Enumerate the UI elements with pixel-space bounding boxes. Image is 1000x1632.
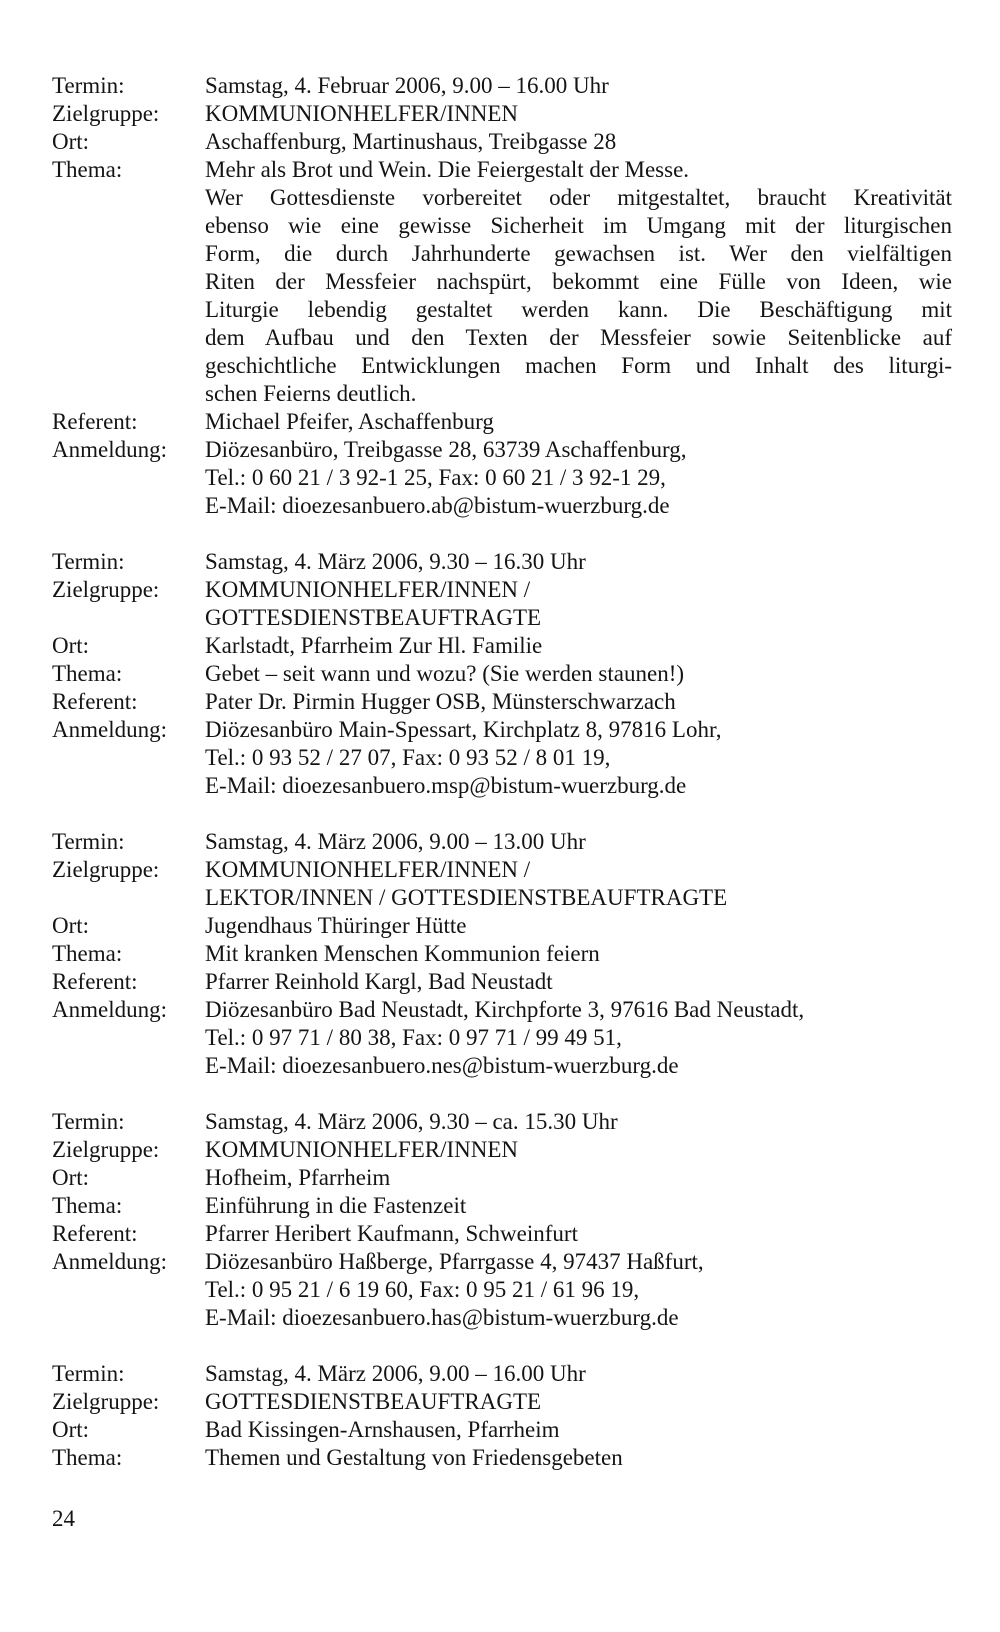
termin-value (205, 548, 952, 576)
zielgruppe-value (205, 1388, 952, 1416)
anmeldung-row (52, 436, 952, 520)
zielgruppe-label: Zielgruppe: (52, 857, 160, 882)
value-line: Bad Kissingen-Arnshausen, Pfarrheim (205, 1417, 560, 1442)
referent-label: Referent: (52, 969, 138, 994)
anmeldung-row (52, 716, 952, 800)
value-line: LEKTOR/INNEN / GOTTESDIENSTBEAUFTRAGTE (205, 885, 728, 910)
value-line: Hofheim, Pfarrheim (205, 1165, 391, 1190)
referent-label: Referent: (52, 409, 138, 434)
thema-row (52, 1444, 952, 1472)
zielgruppe-value (205, 856, 952, 912)
event-entry (52, 548, 952, 800)
anmeldung-value (205, 436, 952, 520)
anmeldung-label: Anmeldung: (52, 1249, 167, 1274)
value-line: Pfarrer Reinhold Kargl, Bad Neustadt (205, 969, 553, 994)
thema-row (52, 660, 952, 688)
anmeldung-row (52, 1248, 952, 1332)
thema-label: Thema: (52, 1445, 123, 1470)
referent-value (205, 688, 952, 716)
ort-value (205, 912, 952, 940)
value-line: Samstag, 4. Februar 2006, 9.00 – 16.00 Uhr (205, 73, 609, 98)
address-line: Diözesanbüro Haßberge, Pfarrgasse 4, 97437 Haßfurt, (205, 1249, 704, 1274)
referent-row (52, 408, 952, 436)
phone-line: Tel.: 0 95 21 / 6 19 60, Fax: 0 95 21 / 61 96 19, (205, 1277, 640, 1302)
anmeldung-label: Anmeldung: (52, 437, 167, 462)
referent-row (52, 1220, 952, 1248)
address-line: Diözesanbüro, Treibgasse 28, 63739 Aschaffenburg, (205, 437, 687, 462)
termin-label: Termin: (52, 1361, 125, 1386)
description-line: geschichtliche Entwicklungen machen Form und Inhalt des liturgi- (205, 353, 952, 378)
value-line: Michael Pfeifer, Aschaffenburg (205, 409, 494, 434)
value-line: Samstag, 4. März 2006, 9.30 – ca. 15.30 Uhr (205, 1109, 618, 1134)
thema-label: Thema: (52, 1193, 123, 1218)
thema-row (52, 156, 952, 408)
anmeldung-value (205, 996, 952, 1080)
value-line: Pater Dr. Pirmin Hugger OSB, Münsterschwarzach (205, 689, 676, 714)
referent-row (52, 688, 952, 716)
ort-row (52, 912, 952, 940)
phone-line: Tel.: 0 97 71 / 80 38, Fax: 0 97 71 / 99 49 51, (205, 1025, 622, 1050)
referent-label: Referent: (52, 1221, 138, 1246)
termin-row (52, 1108, 952, 1136)
zielgruppe-value (205, 100, 952, 128)
event-entry (52, 1108, 952, 1332)
value-line: GOTTESDIENSTBEAUFTRAGTE (205, 605, 542, 630)
referent-value (205, 1220, 952, 1248)
anmeldung-row (52, 996, 952, 1080)
value-line: Samstag, 4. März 2006, 9.00 – 16.00 Uhr (205, 1361, 586, 1386)
zielgruppe-value (205, 576, 952, 632)
zielgruppe-row (52, 576, 952, 632)
event-entry (52, 828, 952, 1080)
termin-row (52, 72, 952, 100)
termin-label: Termin: (52, 1109, 125, 1134)
zielgruppe-row (52, 1388, 952, 1416)
termin-row (52, 828, 952, 856)
address-line: Diözesanbüro Bad Neustadt, Kirchpforte 3, 97616 Bad Neustadt, (205, 997, 805, 1022)
thema-value (205, 660, 952, 688)
value-line: Samstag, 4. März 2006, 9.30 – 16.30 Uhr (205, 549, 586, 574)
value-line: Aschaffenburg, Martinushaus, Treibgasse 28 (205, 129, 617, 154)
termin-label: Termin: (52, 549, 125, 574)
ort-label: Ort: (52, 1165, 90, 1190)
value-line: Karlstadt, Pfarrheim Zur Hl. Familie (205, 633, 543, 658)
page-number: 24 (52, 1506, 75, 1531)
ort-label: Ort: (52, 633, 90, 658)
thema-value (205, 940, 952, 968)
anmeldung-label: Anmeldung: (52, 717, 167, 742)
thema-label: Thema: (52, 941, 123, 966)
termin-value (205, 1108, 952, 1136)
ort-value (205, 1164, 952, 1192)
value-line: Samstag, 4. März 2006, 9.00 – 13.00 Uhr (205, 829, 586, 854)
ort-label: Ort: (52, 1417, 90, 1442)
email-line: E-Mail: dioezesanbuero.msp@bistum-wuerzburg.de (205, 773, 687, 798)
description-line: Wer Gottesdienste vorbereitet oder mitgestaltet, braucht Kreativität (205, 185, 952, 210)
anmeldung-value (205, 1248, 952, 1332)
anmeldung-label: Anmeldung: (52, 997, 167, 1022)
ort-row (52, 1416, 952, 1444)
description-line: Liturgie lebendig gestaltet werden kann. Die Beschäftigung mit (205, 297, 952, 322)
ort-row (52, 632, 952, 660)
termin-label: Termin: (52, 829, 125, 854)
referent-value (205, 408, 952, 436)
ort-label: Ort: (52, 129, 90, 154)
termin-value (205, 72, 952, 100)
email-line: E-Mail: dioezesanbuero.has@bistum-wuerzburg.de (205, 1305, 679, 1330)
thema-row (52, 940, 952, 968)
value-line: Mehr als Brot und Wein. Die Feiergestalt der Messe. (205, 157, 690, 182)
event-entry (52, 1360, 952, 1472)
email-line: E-Mail: dioezesanbuero.ab@bistum-wuerzburg.de (205, 493, 670, 518)
zielgruppe-label: Zielgruppe: (52, 577, 160, 602)
value-line: Jugendhaus Thüringer Hütte (205, 913, 467, 938)
ort-label: Ort: (52, 913, 90, 938)
event-entry (52, 72, 952, 520)
thema-row (52, 1192, 952, 1220)
ort-row (52, 128, 952, 156)
phone-line: Tel.: 0 60 21 / 3 92-1 25, Fax: 0 60 21 / 3 92-1 29, (205, 465, 666, 490)
value-line: KOMMUNIONHELFER/INNEN (205, 101, 519, 126)
document-page (52, 72, 952, 1500)
zielgruppe-value (205, 1136, 952, 1164)
address-line: Diözesanbüro Main-Spessart, Kirchplatz 8, 97816 Lohr, (205, 717, 722, 742)
ort-row (52, 1164, 952, 1192)
termin-row (52, 548, 952, 576)
termin-value (205, 1360, 952, 1388)
termin-label: Termin: (52, 73, 125, 98)
value-line: GOTTESDIENSTBEAUFTRAGTE (205, 1389, 542, 1414)
ort-value (205, 128, 952, 156)
thema-value (205, 1192, 952, 1220)
value-line: KOMMUNIONHELFER/INNEN (205, 1137, 519, 1162)
phone-line: Tel.: 0 93 52 / 27 07, Fax: 0 93 52 / 8 01 19, (205, 745, 611, 770)
termin-value (205, 828, 952, 856)
referent-row (52, 968, 952, 996)
thema-label: Thema: (52, 661, 123, 686)
description-line: ebenso wie eine gewisse Sicherheit im Umgang mit der liturgischen (205, 213, 952, 238)
zielgruppe-row (52, 100, 952, 128)
value-line: Themen und Gestaltung von Friedensgebeten (205, 1445, 623, 1470)
thema-value (205, 1444, 952, 1472)
thema-value (205, 156, 952, 408)
zielgruppe-label: Zielgruppe: (52, 1389, 160, 1414)
value-line: Mit kranken Menschen Kommunion feiern (205, 941, 600, 966)
anmeldung-value (205, 716, 952, 800)
termin-row (52, 1360, 952, 1388)
zielgruppe-label: Zielgruppe: (52, 1137, 160, 1162)
zielgruppe-row (52, 856, 952, 912)
value-line: Gebet – seit wann und wozu? (Sie werden staunen!) (205, 661, 685, 686)
thema-description (205, 184, 952, 408)
description-line: Riten der Messfeier nachspürt, bekommt eine Fülle von Ideen, wie (205, 269, 952, 294)
value-line: KOMMUNIONHELFER/INNEN / (205, 857, 531, 882)
value-line: KOMMUNIONHELFER/INNEN / (205, 577, 531, 602)
referent-label: Referent: (52, 689, 138, 714)
email-line: E-Mail: dioezesanbuero.nes@bistum-wuerzburg.de (205, 1053, 679, 1078)
value-line: Pfarrer Heribert Kaufmann, Schweinfurt (205, 1221, 578, 1246)
thema-label: Thema: (52, 157, 123, 182)
ort-value (205, 1416, 952, 1444)
zielgruppe-label: Zielgruppe: (52, 101, 160, 126)
description-line: Form, die durch Jahrhunderte gewachsen ist. Wer den vielfältigen (205, 241, 952, 266)
referent-value (205, 968, 952, 996)
zielgruppe-row (52, 1136, 952, 1164)
description-line: schen Feierns deutlich. (205, 381, 417, 406)
description-line: dem Aufbau und den Texten der Messfeier sowie Seitenblicke auf (205, 325, 952, 350)
value-line: Einführung in die Fastenzeit (205, 1193, 467, 1218)
ort-value (205, 632, 952, 660)
